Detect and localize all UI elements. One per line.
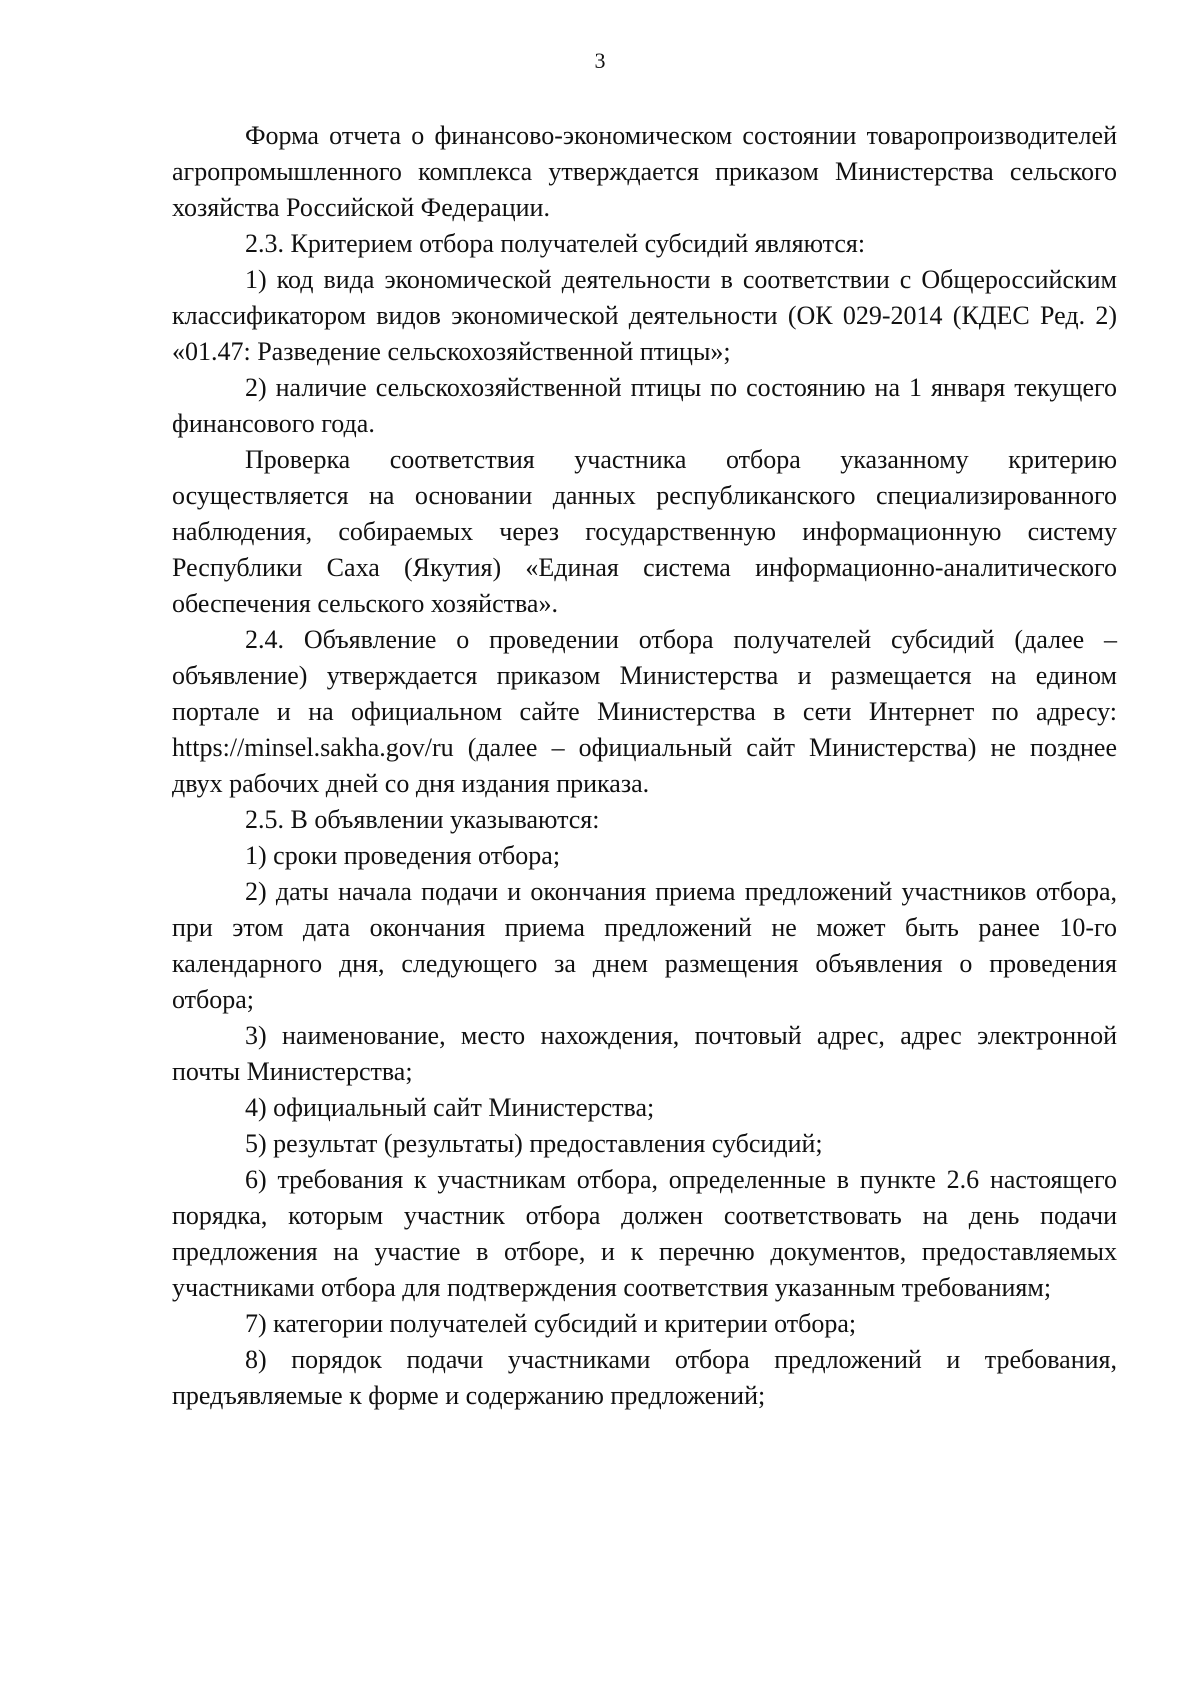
page-number: 3 [594,48,606,73]
paragraph-criteria-check: Проверка соответствия участника отбора указанному критерию осуществляется на основании данных республиканского специализированного наблюдения, собираемых через государственную информационную систему Республики Саха (Якутия) «Единая система информационно-аналитического обеспечения сельского хозяйства». [172,445,1117,618]
paragraph-2-5-heading: 2.5. В объявлении указываются: [245,805,600,834]
paragraph-2-3-item-1: 1) код вида экономической деятельности в соответствии с Общероссийским классификатором видов экономической деятельности (ОК 029-2014 (КДЕС Ред. 2) «01.47: Разведение сельскохозяйственной птицы»; [172,265,1117,366]
paragraph-2-3-heading: 2.3. Критерием отбора получателей субсидий являются: [245,229,866,258]
document-body [172,118,1117,1414]
paragraph-2-5-item-1: 1) сроки проведения отбора; [245,841,561,870]
paragraph-2-5-item-7: 7) категории получателей субсидий и критерии отбора; [245,1309,857,1338]
paragraph-2-5-item-6: 6) требования к участникам отбора, определенные в пункте 2.6 настоящего порядка, которым участник отбора должен соответствовать на день подачи предложения на участие в отборе, и к перечню документов, предоставляемых участниками отбора для подтверждения соответствия указанным требованиям; [172,1165,1117,1302]
paragraph-report-form: Форма отчета о финансово-экономическом состоянии товаропроизводителей агропромышленного комплекса утверждается приказом Министерства сельского хозяйства Российской Федерации. [172,121,1117,222]
paragraph-2-5-item-2: 2) даты начала подачи и окончания приема предложений участников отбора, при этом дата окончания приема предложений не может быть ранее 10-го календарного дня, следующего за днем размещения объявления о проведения отбора; [172,877,1117,1014]
paragraph-2-5-item-3: 3) наименование, место нахождения, почтовый адрес, адрес электронной почты Министерства; [172,1021,1117,1086]
paragraph-2-5-item-8: 8) порядок подачи участниками отбора предложений и требования, предъявляемые к форме и содержанию предложений; [172,1345,1117,1410]
paragraph-2-4: 2.4. Объявление о проведении отбора получателей субсидий (далее – объявление) утверждается приказом Министерства и размещается на едином портале и на официальном сайте Министерства в сети Интернет по адресу: https://minsel.sakha.gov/ru (далее – официальный сайт Министерства) не позднее двух рабочих дней со дня издания приказа. [172,625,1117,798]
paragraph-2-5-item-4: 4) официальный сайт Министерства; [245,1093,655,1122]
paragraph-2-5-item-5: 5) результат (результаты) предоставления субсидий; [245,1129,823,1158]
paragraph-2-3-item-2: 2) наличие сельскохозяйственной птицы по состоянию на 1 января текущего финансового года. [172,373,1117,438]
